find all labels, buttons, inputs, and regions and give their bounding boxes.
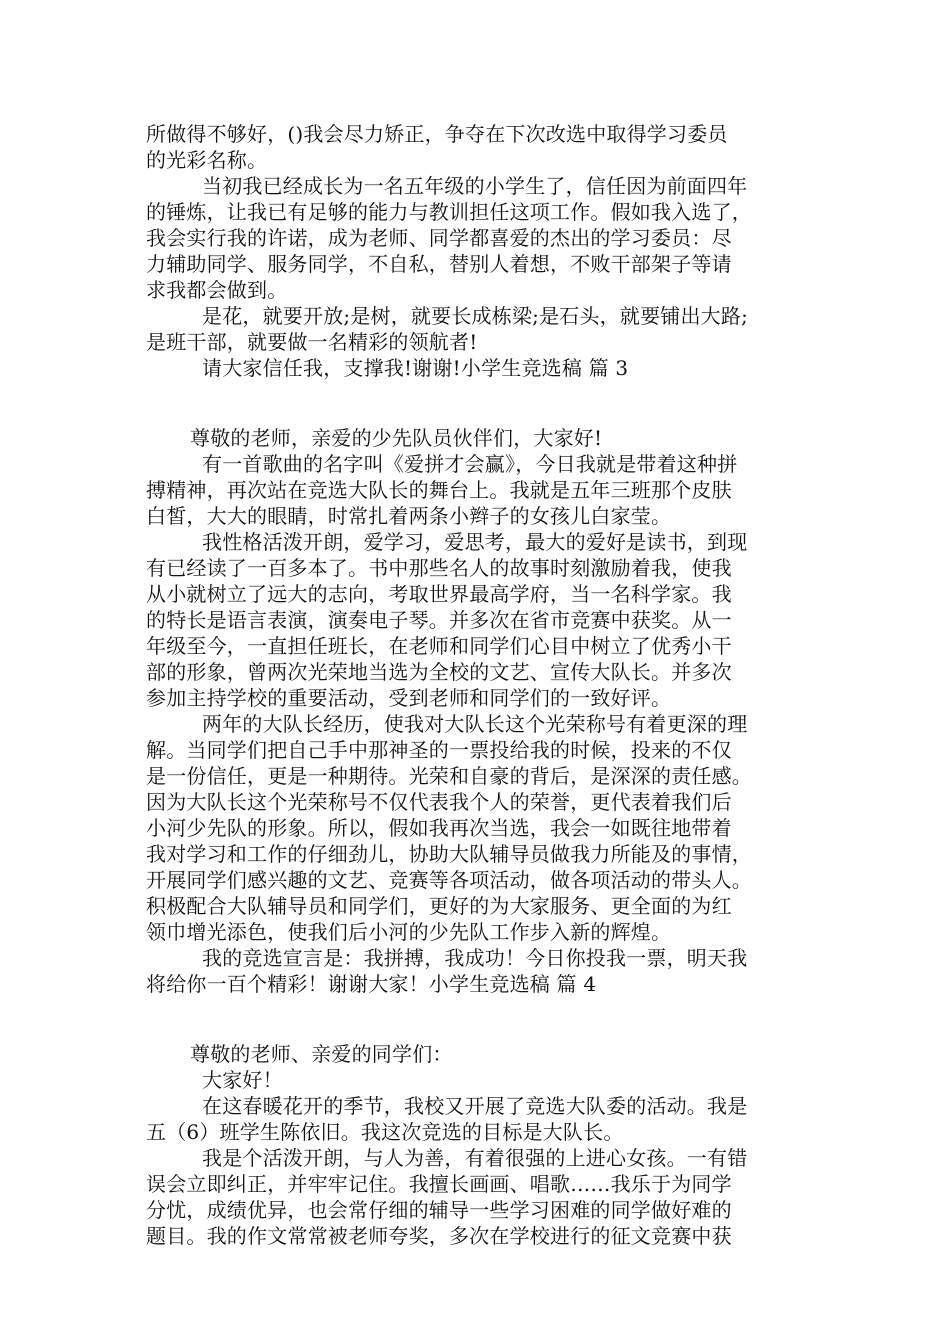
text-line: 因为大队长这个光荣称号不仅代表我个人的荣誉，更代表着我们后 xyxy=(146,790,732,814)
text-line: 白皙，大大的眼睛，时常扎着两条小辫子的女孩儿白家莹。 xyxy=(146,504,672,528)
text-line: 题目。我的作文常常被老师夸奖，多次在学校进行的征文竞赛中获 xyxy=(146,1224,732,1248)
section-gap xyxy=(146,997,811,1041)
text-line: 的特长是语言表演，演奏电子琴。并多次在省市竞赛中获奖。从一 xyxy=(146,608,732,632)
paragraph-start: 我的竞选宣言是：我拼搏，我成功！今日你投我一票，明天我 xyxy=(202,946,748,970)
paragraph-start: 我是个活泼开朗，与人为善，有着很强的上进心女孩。一有错 xyxy=(202,1146,748,1170)
document-body xyxy=(146,121,811,1249)
paragraph-start: 当初我已经成长为一名五年级的小学生了，信任因为前面四年 xyxy=(202,174,748,198)
text-line: 的锤炼，让我已有足够的能力与教训担任这项工作。假如我入选了， xyxy=(146,200,752,224)
text-line: 分忧，成绩优异，也会常仔细的辅导一些学习困难的同学做好难的 xyxy=(146,1198,732,1222)
paragraph-start: 请大家信任我，支撑我!谢谢!小学生竞选稿 篇 3 xyxy=(202,356,629,380)
text-line: 有已经读了一百多本了。书中那些名人的故事时刻激励着我，使我 xyxy=(146,556,732,580)
text-line: 我对学习和工作的仔细劲儿，协助大队辅导员做我力所能及的事情， xyxy=(146,842,752,866)
text-line: 参加主持学校的重要活动，受到老师和同学们的一致好评。 xyxy=(146,686,672,710)
text-line: 所做得不够好，()我会尽力矫正，争夺在下次改选中取得学习委员 xyxy=(146,122,728,146)
paragraph-start: 有一首歌曲的名字叫《爱拼才会赢》，今日我就是带着这种拼 xyxy=(202,452,738,476)
text-line: 的光彩名称。 xyxy=(146,148,268,172)
paragraph-start: 是花，就要开放;是树，就要长成栋梁;是石头，就要铺出大路; xyxy=(202,304,749,328)
text-line: 解。当同学们把自己手中那神圣的一票投给我的时候，投来的不仅 xyxy=(146,738,732,762)
salutation: 尊敬的老师，亲爱的少先队员伙伴们，大家好! xyxy=(190,426,603,450)
text-line: 五（6）班学生陈依旧。我这次竞选的目标是大队长。 xyxy=(146,1120,624,1144)
text-line: 搏精神，再次站在竞选大队长的舞台上。我就是五年三班那个皮肤 xyxy=(146,478,732,502)
paragraph-start: 在这春暖花开的季节，我校又开展了竞选大队委的活动。我是 xyxy=(202,1094,748,1118)
text-line: 将给你一百个精彩！谢谢大家！小学生竞选稿 篇 4 xyxy=(146,972,597,996)
text-line: 求我都会做到。 xyxy=(146,278,288,302)
text-line: 积极配合大队辅导员和同学们，更好的为大家服务、更全面的为红 xyxy=(146,894,732,918)
text-line: 从小就树立了远大的志向，考取世界最高学府，当一名科学家。我 xyxy=(146,582,732,606)
greeting: 大家好！ xyxy=(202,1068,283,1092)
text-line: 部的形象，曾两次光荣地当选为全校的文艺、宣传大队长。并多次 xyxy=(146,660,732,684)
paragraph-start: 两年的大队长经历，使我对大队长这个光荣称号有着更深的理 xyxy=(202,712,748,736)
text-line: 是一份信任，更是一种期待。光荣和自豪的背后，是深深的责任感。 xyxy=(146,764,752,788)
text-line: 小河少先队的形象。所以，假如我再次当选，我会一如既往地带着 xyxy=(146,816,732,840)
paragraph-start: 我性格活泼开朗，爱学习，爱思考，最大的爱好是读书，到现 xyxy=(202,530,748,554)
text-line: 我会实行我的许诺，成为老师、同学都喜爱的杰出的学习委员：尽 xyxy=(146,226,732,250)
text-line: 误会立即纠正，并牢牢记住。我擅长画画、唱歌……我乐于为同学 xyxy=(146,1172,732,1196)
text-line: 是班干部，就要做一名精彩的领航者! xyxy=(146,330,478,354)
text-line: 领巾增光添色，使我们后小河的少先队工作步入新的辉煌。 xyxy=(146,920,672,944)
text-line: 年级至今，一直担任班长，在老师和同学们心目中树立了优秀小干 xyxy=(146,634,732,658)
section-gap xyxy=(146,381,811,425)
text-line: 力辅助同学、服务同学，不自私，替别人着想，不败干部架子等请 xyxy=(146,252,732,276)
salutation: 尊敬的老师、亲爱的同学们： xyxy=(190,1042,453,1066)
text-line: 开展同学们感兴趣的文艺、竞赛等各项活动，做各项活动的带头人。 xyxy=(146,868,752,892)
